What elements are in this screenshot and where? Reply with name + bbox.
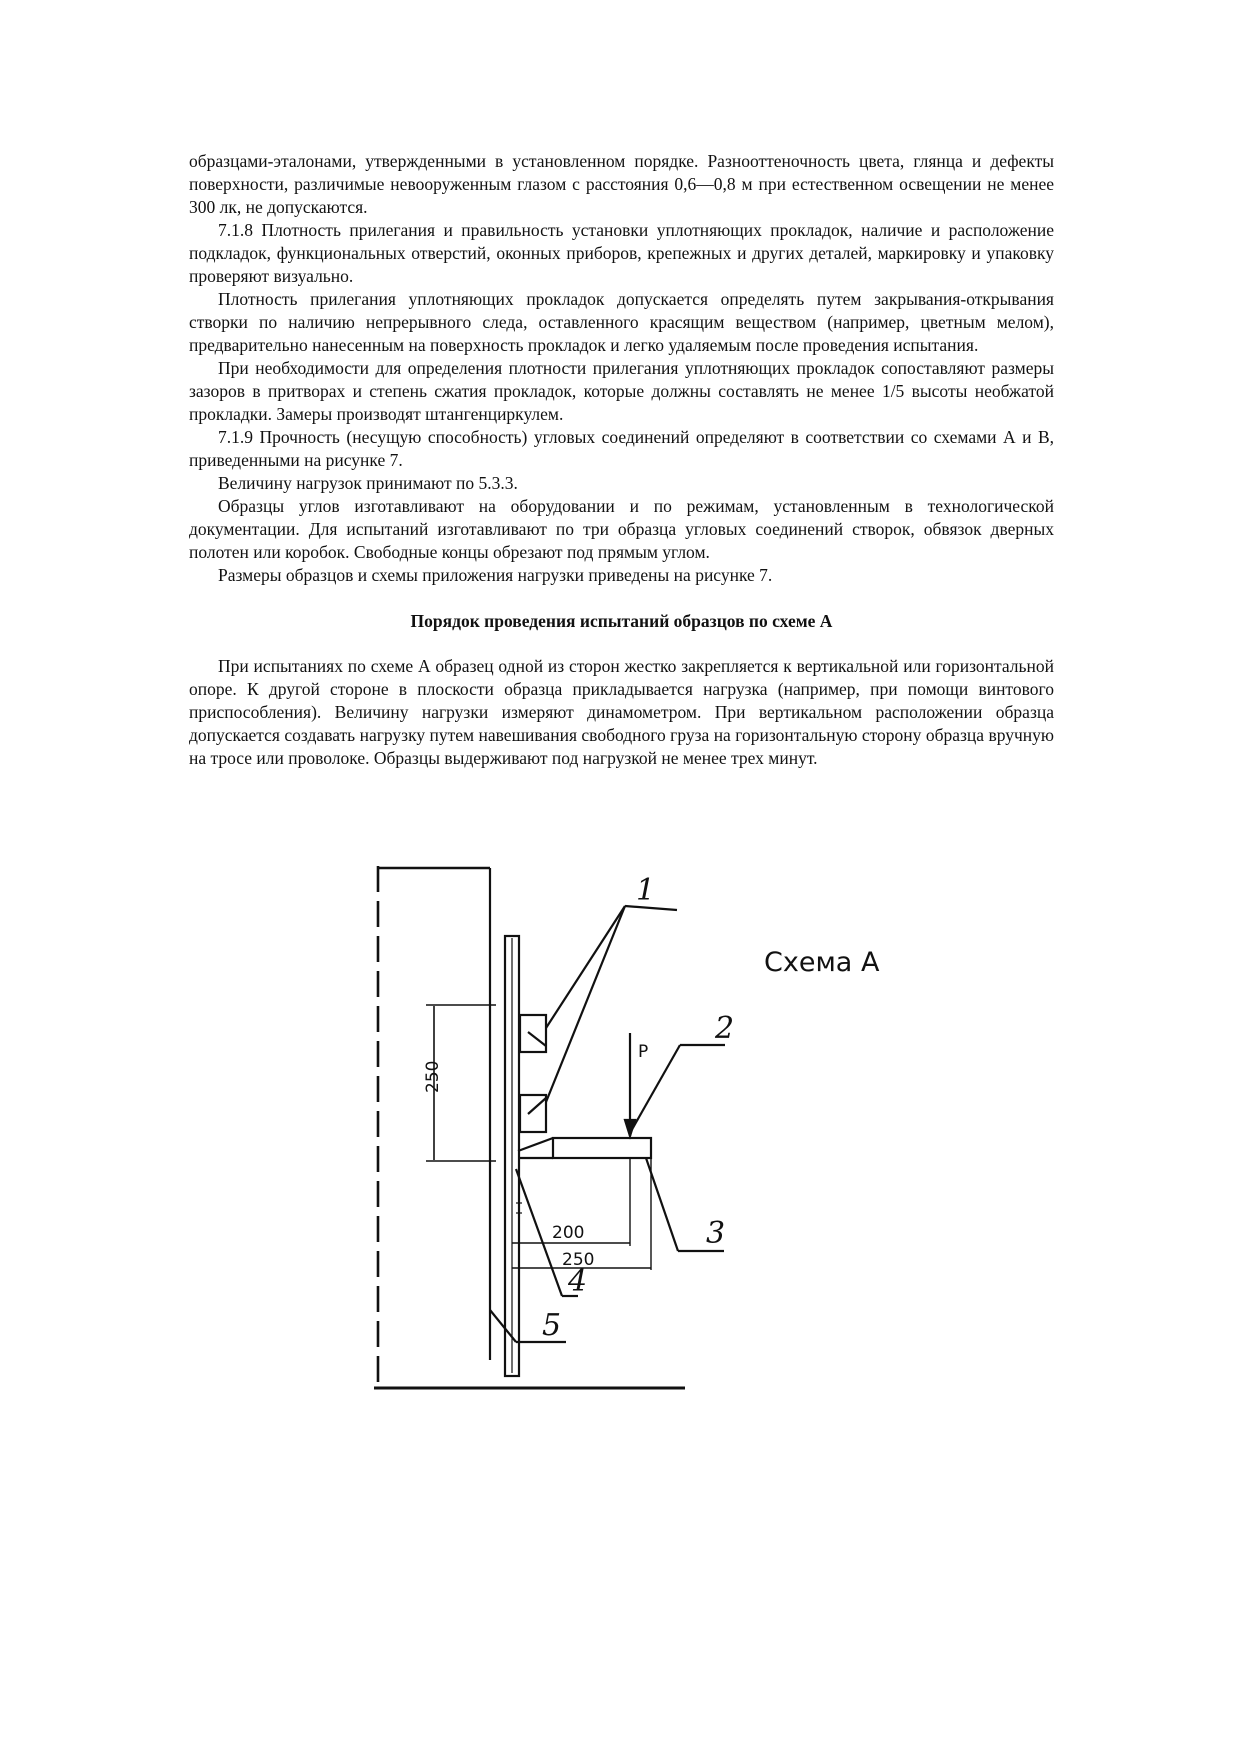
callout-4: 4 xyxy=(568,1264,588,1299)
section-title: Порядок проведения испытаний образцов по схеме А xyxy=(410,611,833,631)
scheme-a-drawing xyxy=(330,858,920,1398)
paragraph: При необходимости для определения плотности прилегания уплотняющих прокладок сопоставляют размеры зазоров в притворах и степень сжатия прокладок, которые должны составлять не менее 1/5 высоты необжатой прокладки. Замеры производят штангенциркулем. xyxy=(189,358,1054,424)
dimension-width-outer: 250 xyxy=(562,1250,595,1270)
paragraph: образцами-эталонами, утвержденными в установленном порядке. Разнооттеночность цвета, глянца и дефекты поверхности, различимые невооруженным глазом с расстояния 0,6—0,8 м при естественном освещении не менее 300 лк, не допускаются. xyxy=(189,151,1054,217)
load-label: P xyxy=(638,1042,649,1062)
dimension-height: 250 xyxy=(423,1060,443,1093)
callout-1: 1 xyxy=(636,873,656,908)
paragraph: Размеры образцов и схемы приложения нагрузки приведены на рисунке 7. xyxy=(218,565,773,585)
paragraph: 7.1.8 Плотность прилегания и правильность установки уплотняющих прокладок, наличие и расположение подкладок, функциональных отверстий, оконных приборов, крепежных и других деталей, маркировку и упаковку проверяют визуально. xyxy=(189,220,1054,286)
scheme-title: Схема А xyxy=(764,947,880,978)
paragraph: 7.1.9 Прочность (несущую способность) угловых соединений определяют в соответствии со схемами А и В, приведенными на рисунке 7. xyxy=(189,427,1054,470)
paragraph: Величину нагрузок принимают по 5.3.3. xyxy=(218,473,518,493)
paragraph: При испытаниях по схеме А образец одной из сторон жестко закрепляется к вертикальной или горизонтальной опоре. К другой стороне в плоскости образца прикладывается нагрузка (например, при помощи винтового приспособления). Величину нагрузки измеряют динамометром. При вертикальном расположении образца допускается создавать нагрузку путем навешивания свободного груза на горизонтальную сторону образца вручную на тросе или проволоке. Образцы выдерживают под нагрузкой не менее трех минут. xyxy=(189,656,1054,768)
callout-5: 5 xyxy=(542,1308,562,1343)
dimension-width-inner: 200 xyxy=(552,1223,585,1243)
callout-3: 3 xyxy=(706,1216,726,1251)
paragraph: Плотность прилегания уплотняющих прокладок допускается определять путем закрывания-открывания створки по наличию непрерывного следа, оставленного красящим веществом (например, цветным мелом), предварительно нанесенным на поверхность прокладок и легко удаляемым после проведения испытания. xyxy=(189,289,1054,355)
body-text xyxy=(189,150,1054,770)
paragraph: Образцы углов изготавливают на оборудовании и по режимам, установленным в технологической документации. Для испытаний изготавливают по три образца угловых соединений створок, обвязок дверных полотен или коробок. Свободные концы обрезают под прямым углом. xyxy=(189,496,1054,562)
callout-2: 2 xyxy=(715,1011,735,1046)
scheme-a-figure xyxy=(330,858,920,1398)
